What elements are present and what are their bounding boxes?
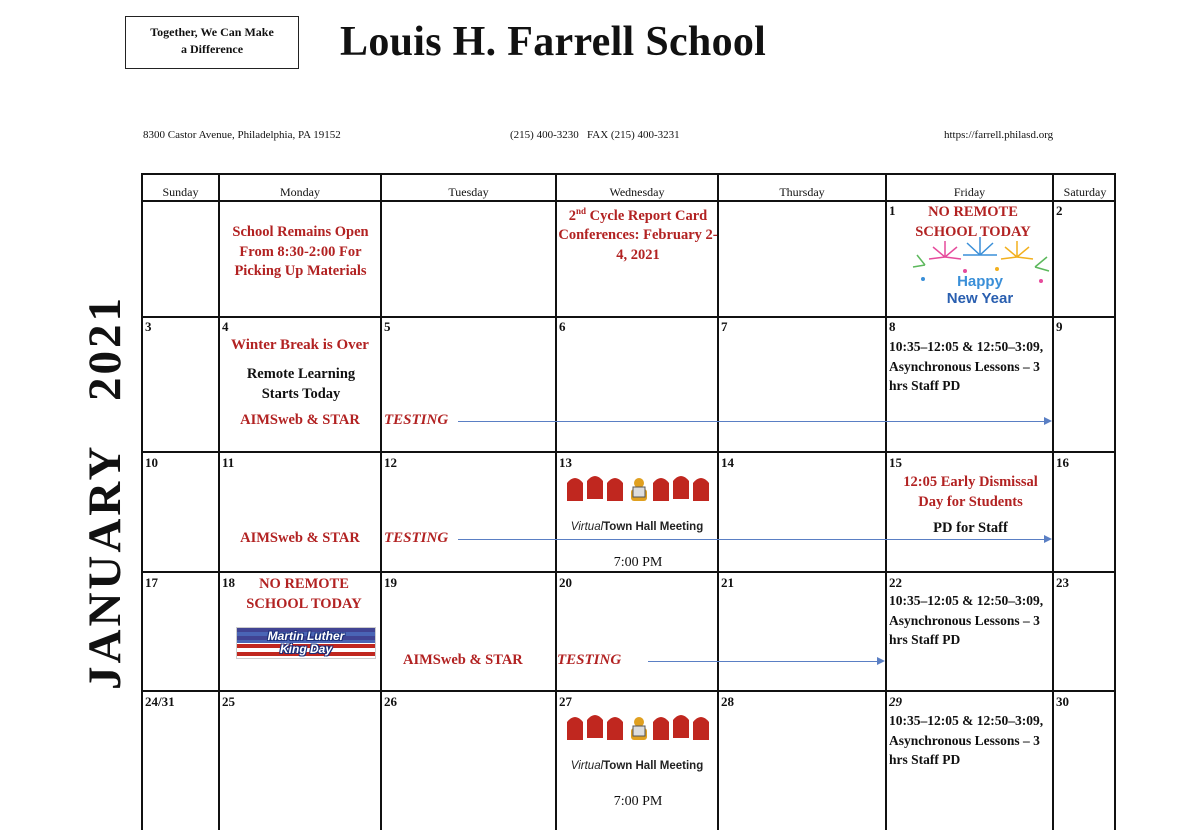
day-number: 2 [1056, 203, 1063, 218]
cycle-suffix: nd [576, 206, 587, 216]
week2-monday-black: Remote Learning Starts Today [246, 366, 356, 402]
mlk-line-1: Martin Luther [267, 629, 345, 643]
week1-monday-note: School Remains Open From 8:30-2:00 For Picking Up Materials [232, 224, 369, 279]
dow-monday: Monday [280, 185, 320, 199]
cycle-number: 2 [568, 207, 576, 224]
happy-new-year-image [905, 235, 1055, 315]
cycle-text: Cycle Report Card Conferences: February 2-4, 2021 [558, 207, 718, 263]
school-title: Louis H. Farrell School [340, 19, 767, 65]
calendar-grid [141, 173, 1116, 830]
week2-friday-note: 10:35–12:05 & 12:50–3:09, Asynchronous Lessons – 3 hrs Staff PD [889, 339, 1044, 393]
new-year-line-2: New Year [946, 290, 1014, 307]
day-number: 19 [384, 575, 397, 590]
day-number: 6 [559, 319, 566, 334]
virtual-town-hall-image [561, 473, 713, 533]
day-number: 20 [559, 575, 572, 590]
week4-friday-note: 10:35–12:05 & 12:50–3:09, Asynchronous Lessons – 3 hrs Staff PD [889, 593, 1044, 647]
day-number: 7 [721, 319, 728, 334]
town-hall-label [561, 521, 713, 533]
motto-box [125, 16, 299, 69]
day-number: 24/31 [145, 694, 175, 709]
school-phone: (215) 400-3230 FAX (215) 400-3231 [510, 129, 680, 141]
dow-thursday: Thursday [779, 185, 825, 199]
testing-arrow-icon [648, 661, 883, 662]
day-number: 23 [1056, 575, 1069, 590]
day-number: 28 [721, 694, 734, 709]
dow-tuesday: Tuesday [448, 185, 489, 199]
day-number: 3 [145, 319, 152, 334]
day-number: 15 [889, 455, 902, 470]
day-number: 14 [721, 455, 734, 470]
week3-friday-red: 12:05 Early Dismissal Day for Students [903, 474, 1038, 510]
day-number: 10 [145, 455, 158, 470]
day-number: 29 [889, 694, 902, 709]
day-number: 21 [721, 575, 734, 590]
virtual-town-hall-image [561, 712, 713, 772]
week3-friday-black: PD for Staff [933, 520, 1008, 536]
town-hall-label-bold: Town Hall Meeting [603, 521, 704, 533]
town-hall-label-italic: Virtual [570, 760, 604, 772]
day-number: 1 [889, 203, 896, 218]
week4-testing-italic: TESTING [557, 652, 622, 668]
week3-testing-label: AIMSweb & STAR [240, 530, 360, 546]
town-hall-chairs-icon [561, 712, 713, 754]
day-number: 18 [222, 575, 235, 590]
town-hall-label-bold: Town Hall Meeting [603, 760, 704, 772]
day-number: 30 [1056, 694, 1069, 709]
day-number: 26 [384, 694, 397, 709]
week5-town-hall-time: 7:00 PM [613, 794, 663, 809]
testing-arrow-icon [458, 421, 1050, 422]
week2-monday-red: Winter Break is Over [231, 337, 369, 353]
week2-testing-label: AIMSweb & STAR [240, 412, 360, 428]
month-year-label: JANUARY 2021 [79, 294, 131, 690]
week5-friday-note: 10:35–12:05 & 12:50–3:09, Asynchronous Lessons – 3 hrs Staff PD [889, 713, 1044, 767]
town-hall-label-italic: Virtual [570, 521, 604, 533]
week4-monday-red: NO REMOTE SCHOOL TODAY [246, 576, 362, 612]
school-address: 8300 Castor Avenue, Philadelphia, PA 19152 [143, 129, 341, 141]
town-hall-chairs-icon [561, 473, 713, 515]
day-number: 4 [222, 319, 229, 334]
week3-town-hall-time: 7:00 PM [613, 555, 663, 570]
day-number: 11 [222, 455, 235, 470]
new-year-line-1: Happy [957, 273, 1003, 290]
dow-wednesday: Wednesday [609, 185, 665, 199]
motto-line-2: a Difference [180, 42, 244, 56]
day-number: 22 [889, 575, 902, 590]
day-number: 13 [559, 455, 572, 470]
day-number: 16 [1056, 455, 1069, 470]
week1-wednesday-note [557, 202, 719, 265]
day-number: 27 [559, 694, 572, 709]
motto-line-1: Together, We Can Make [150, 25, 274, 39]
town-hall-label [561, 760, 713, 772]
day-number: 17 [145, 575, 158, 590]
day-number: 8 [889, 319, 896, 334]
dow-saturday: Saturday [1063, 185, 1107, 199]
day-number: 5 [384, 319, 391, 334]
mlk-day-image [236, 627, 376, 659]
week1-friday-note: NO REMOTE SCHOOL TODAY [915, 204, 1031, 240]
dow-friday: Friday [953, 185, 986, 199]
week2-testing-italic: TESTING [384, 412, 449, 428]
day-number: 9 [1056, 319, 1063, 334]
week3-testing-italic: TESTING [384, 530, 449, 546]
day-number: 25 [222, 694, 235, 709]
week4-testing-label: AIMSweb & STAR [403, 652, 523, 668]
day-number: 12 [384, 455, 397, 470]
dow-sunday: Sunday [162, 185, 199, 199]
mlk-line-2: King Day [279, 642, 332, 656]
school-website[interactable]: https://farrell.philasd.org [944, 129, 1054, 141]
testing-arrow-icon [458, 539, 1050, 540]
